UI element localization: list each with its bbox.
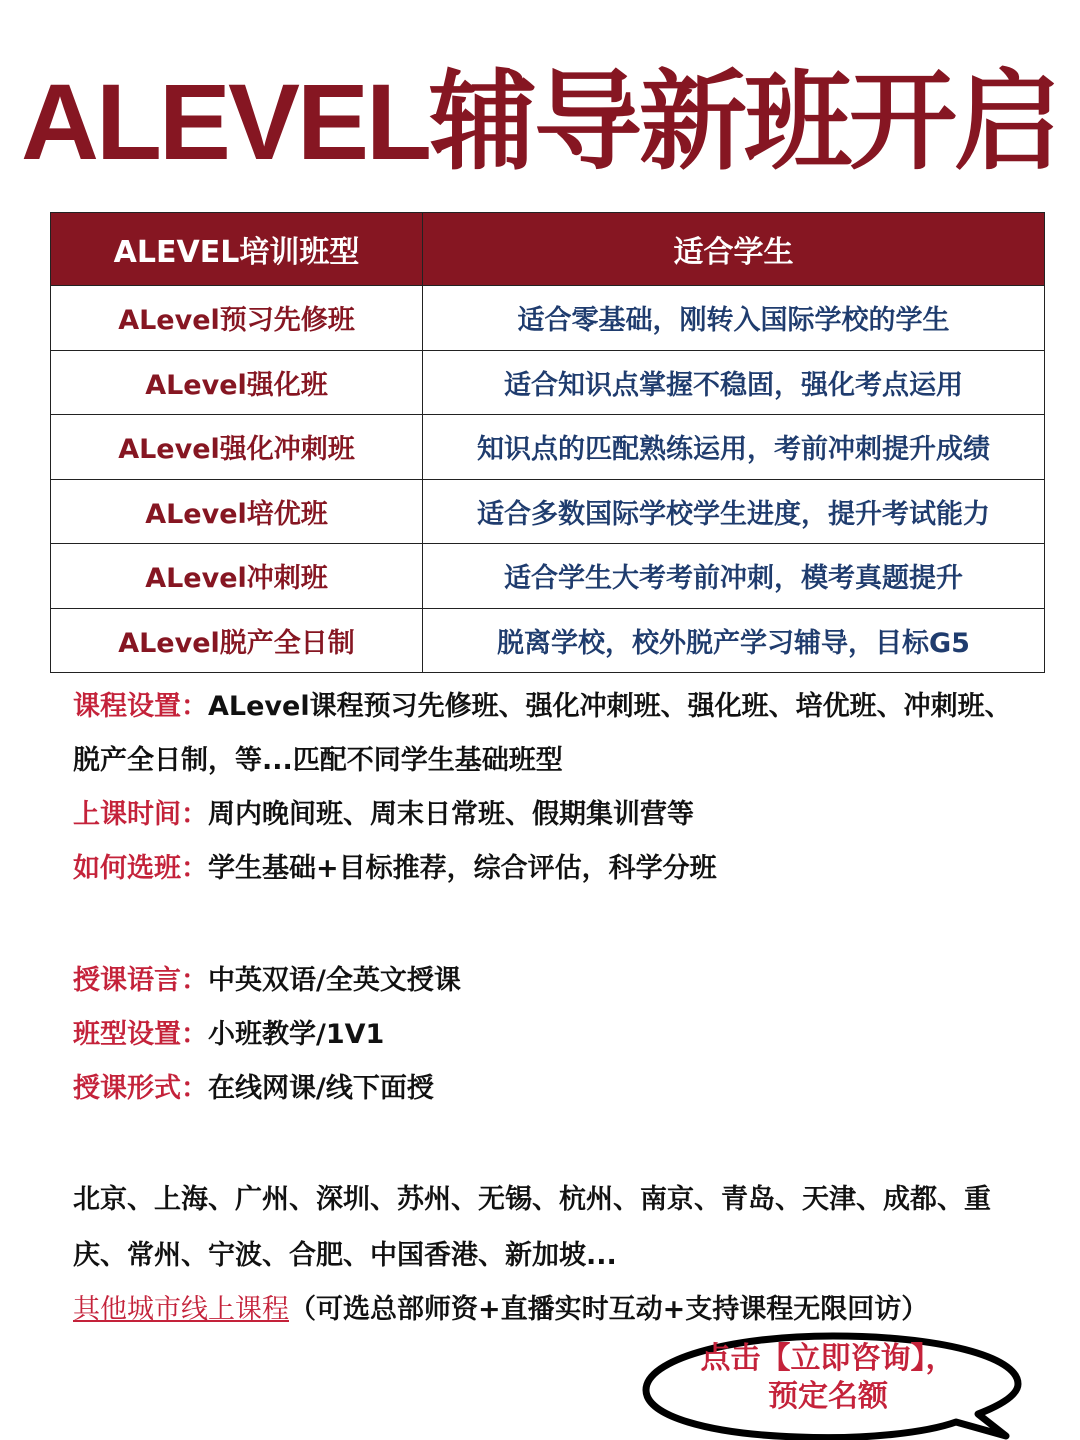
class-type-cell: ALevel强化冲刺班	[51, 415, 423, 480]
table-row	[51, 415, 1045, 480]
suitable-students-cell: 适合学生大考考前冲刺，模考真题提升	[423, 544, 1045, 609]
info-label: 授课形式：	[73, 1073, 208, 1104]
consult-text-line2: 预定名额	[768, 1379, 888, 1414]
class-type-cell: ALevel冲刺班	[51, 544, 423, 609]
info-format	[73, 1062, 1033, 1116]
info-label: 上课时间：	[73, 799, 208, 830]
table-row	[51, 544, 1045, 609]
info-value: 小班教学/1V1	[208, 1019, 385, 1050]
suitable-students-cell: 脱离学校，校外脱产学习辅导，目标G5	[423, 608, 1045, 673]
info-class-size	[73, 1008, 1033, 1062]
class-types-table	[50, 212, 1045, 673]
info-language	[73, 954, 1033, 1008]
table-row	[51, 479, 1045, 544]
suitable-students-cell: 适合知识点掌握不稳固，强化考点运用	[423, 350, 1045, 415]
online-courses-note: （可选总部师资+直播实时互动+支持课程无限回访）	[289, 1294, 929, 1325]
consult-text-line1: 点击【立即咨询】，	[700, 1341, 956, 1376]
header-class-type: ALEVEL培训班型	[51, 213, 423, 286]
header-suitable-students: 适合学生	[423, 213, 1045, 286]
class-type-cell: ALevel培优班	[51, 479, 423, 544]
consult-text	[638, 1340, 1018, 1416]
info-course-setup	[73, 680, 1033, 788]
table-row	[51, 350, 1045, 415]
table-row	[51, 286, 1045, 351]
info-class-time	[73, 788, 1033, 842]
page-title: ALEVEL辅导新班开启	[20, 61, 1060, 182]
info-value: 中英双语/全英文授课	[208, 965, 461, 996]
suitable-students-cell: 适合零基础，刚转入国际学校的学生	[423, 286, 1045, 351]
class-type-cell: ALevel预习先修班	[51, 286, 423, 351]
online-courses-link[interactable]: 其他城市线上课程	[73, 1294, 289, 1325]
course-info-group-1	[73, 680, 1033, 896]
info-how-to-choose	[73, 842, 1033, 896]
info-value: 学生基础+目标推荐，综合评估，科学分班	[208, 853, 717, 884]
class-type-cell: ALevel脱产全日制	[51, 608, 423, 673]
info-label: 授课语言：	[73, 965, 208, 996]
class-type-cell: ALevel强化班	[51, 350, 423, 415]
suitable-students-cell: 适合多数国际学校学生进度，提升考试能力	[423, 479, 1045, 544]
info-label: 如何选班：	[73, 853, 208, 884]
city-list: 北京、上海、广州、深圳、苏州、无锡、杭州、南京、青岛、天津、成都、重庆、常州、宁波、合肥、中国香港、新加坡...	[73, 1184, 991, 1271]
info-label: 班型设置：	[73, 1019, 208, 1050]
course-info-group-2	[73, 954, 1033, 1116]
info-label: 课程设置：	[73, 691, 208, 722]
online-courses-line	[73, 1284, 1053, 1336]
consult-now-button[interactable]	[638, 1330, 1028, 1440]
suitable-students-cell: 知识点的匹配熟练运用，考前冲刺提升成绩	[423, 415, 1045, 480]
table-row	[51, 608, 1045, 673]
info-value: 周内晚间班、周末日常班、假期集训营等	[208, 799, 694, 830]
info-value: 在线网课/线下面授	[208, 1073, 434, 1104]
table-header-row	[51, 213, 1045, 286]
info-value: ALevel课程预习先修班、强化冲刺班、强化班、培优班、冲刺班、脱产全日制，等...匹配不同学生基础班型	[73, 691, 1012, 776]
